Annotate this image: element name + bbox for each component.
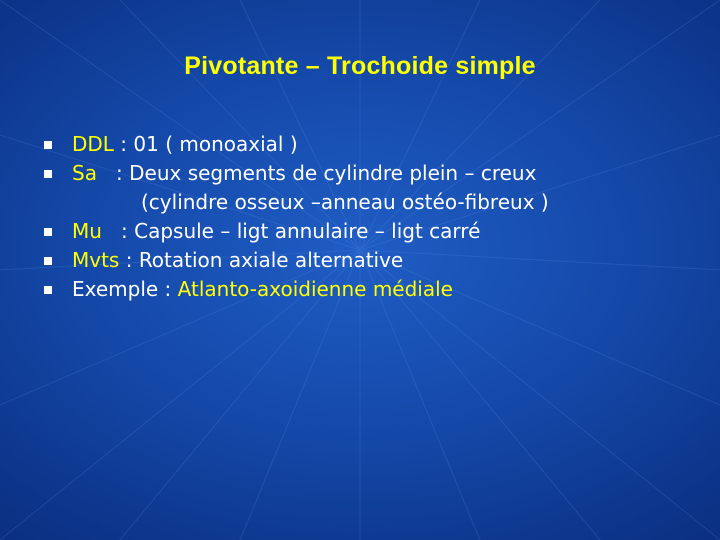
item-continuation: (cylindre osseux –anneau ostéo-fibreux )	[141, 190, 549, 214]
list-item	[40, 130, 680, 159]
list-item	[40, 159, 680, 217]
item-text: : Rotation axiale alternative	[119, 248, 404, 272]
item-term: Mvts	[72, 248, 120, 272]
square-bullet-icon	[44, 228, 52, 236]
item-term: Exemple	[72, 277, 159, 301]
item-highlight: Atlanto-axoidienne médiale	[177, 277, 453, 301]
bullet-list	[40, 130, 680, 304]
slide-title: Pivotante – Trochoide simple	[184, 52, 536, 80]
item-separator: :	[158, 277, 178, 301]
list-item	[40, 217, 680, 246]
item-text: : Capsule – ligt annulaire – ligt carré	[101, 219, 481, 243]
square-bullet-icon	[44, 286, 52, 294]
item-text: : Deux segments de cylindre plein – creux	[96, 161, 537, 185]
item-term: DDL	[72, 132, 114, 156]
square-bullet-icon	[44, 257, 52, 265]
item-text: : 01 ( monoaxial )	[113, 132, 298, 156]
square-bullet-icon	[44, 141, 52, 149]
list-item	[40, 275, 680, 304]
item-term: Sa	[72, 161, 97, 185]
list-item	[40, 246, 680, 275]
square-bullet-icon	[44, 170, 52, 178]
item-term: Mu	[72, 219, 102, 243]
